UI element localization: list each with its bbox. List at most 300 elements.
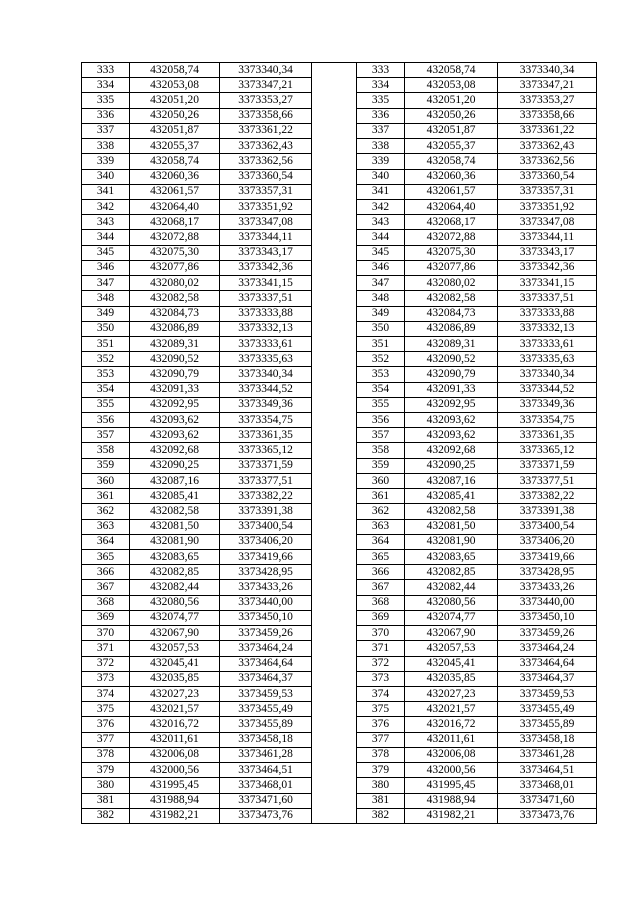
- x-coordinate-cell: 432083,65: [130, 550, 220, 565]
- y-coordinate-cell: 3373335,63: [498, 352, 597, 367]
- x-coordinate-cell: 432084,73: [130, 306, 220, 321]
- y-coordinate-cell: 3373343,17: [220, 245, 312, 260]
- point-number-cell: 349: [357, 306, 405, 321]
- column-gap: [312, 230, 357, 245]
- point-number-cell: 374: [357, 686, 405, 701]
- y-coordinate-cell: 3373357,31: [498, 184, 597, 199]
- table-row: [82, 260, 597, 275]
- y-coordinate-cell: 3373347,21: [220, 78, 312, 93]
- column-gap: [312, 519, 357, 534]
- y-coordinate-cell: 3373344,11: [220, 230, 312, 245]
- point-number-cell: 351: [357, 336, 405, 351]
- point-number-cell: 375: [82, 702, 130, 717]
- column-gap: [312, 763, 357, 778]
- column-gap: [312, 778, 357, 793]
- y-coordinate-cell: 3373332,13: [498, 321, 597, 336]
- column-gap: [312, 154, 357, 169]
- x-coordinate-cell: 432058,74: [405, 154, 498, 169]
- point-number-cell: 379: [82, 763, 130, 778]
- y-coordinate-cell: 3373400,54: [498, 519, 597, 534]
- point-number-cell: 336: [357, 108, 405, 123]
- y-coordinate-cell: 3373349,36: [220, 397, 312, 412]
- point-number-cell: 350: [82, 321, 130, 336]
- column-gap: [312, 276, 357, 291]
- column-gap: [312, 169, 357, 184]
- y-coordinate-cell: 3373455,49: [220, 702, 312, 717]
- point-number-cell: 360: [357, 473, 405, 488]
- x-coordinate-cell: 432092,68: [405, 443, 498, 458]
- column-gap: [312, 139, 357, 154]
- point-number-cell: 354: [357, 382, 405, 397]
- table-row: [82, 367, 597, 382]
- point-number-cell: 377: [357, 732, 405, 747]
- y-coordinate-cell: 3373357,31: [220, 184, 312, 199]
- y-coordinate-cell: 3373362,56: [220, 154, 312, 169]
- y-coordinate-cell: 3373473,76: [220, 808, 312, 823]
- x-coordinate-cell: 432093,62: [130, 413, 220, 428]
- point-number-cell: 356: [357, 413, 405, 428]
- x-coordinate-cell: 432090,25: [405, 458, 498, 473]
- y-coordinate-cell: 3373459,26: [220, 626, 312, 641]
- x-coordinate-cell: 432058,74: [130, 63, 220, 78]
- x-coordinate-cell: 432045,41: [405, 656, 498, 671]
- x-coordinate-cell: 432089,31: [405, 336, 498, 351]
- y-coordinate-cell: 3373450,10: [498, 610, 597, 625]
- point-number-cell: 364: [82, 534, 130, 549]
- table-row: [82, 534, 597, 549]
- point-number-cell: 371: [82, 641, 130, 656]
- point-number-cell: 354: [82, 382, 130, 397]
- point-number-cell: 356: [82, 413, 130, 428]
- x-coordinate-cell: 431988,94: [405, 793, 498, 808]
- column-gap: [312, 184, 357, 199]
- point-number-cell: 381: [357, 793, 405, 808]
- x-coordinate-cell: 432082,58: [405, 504, 498, 519]
- point-number-cell: 343: [357, 215, 405, 230]
- table-row: [82, 108, 597, 123]
- x-coordinate-cell: 432072,88: [405, 230, 498, 245]
- x-coordinate-cell: 432055,37: [405, 139, 498, 154]
- column-gap: [312, 626, 357, 641]
- y-coordinate-cell: 3373468,01: [220, 778, 312, 793]
- column-gap: [312, 199, 357, 214]
- point-number-cell: 381: [82, 793, 130, 808]
- y-coordinate-cell: 3373400,54: [220, 519, 312, 534]
- y-coordinate-cell: 3373458,18: [220, 732, 312, 747]
- point-number-cell: 376: [82, 717, 130, 732]
- y-coordinate-cell: 3373333,88: [498, 306, 597, 321]
- point-number-cell: 337: [82, 123, 130, 138]
- x-coordinate-cell: 432035,85: [405, 671, 498, 686]
- x-coordinate-cell: 431982,21: [405, 808, 498, 823]
- point-number-cell: 343: [82, 215, 130, 230]
- y-coordinate-cell: 3373353,27: [220, 93, 312, 108]
- y-coordinate-cell: 3373464,51: [498, 763, 597, 778]
- table-row: [82, 519, 597, 534]
- y-coordinate-cell: 3373406,20: [498, 534, 597, 549]
- x-coordinate-cell: 432080,56: [405, 595, 498, 610]
- x-coordinate-cell: 432091,33: [130, 382, 220, 397]
- column-gap: [312, 580, 357, 595]
- point-number-cell: 369: [82, 610, 130, 625]
- point-number-cell: 382: [82, 808, 130, 823]
- x-coordinate-cell: 432035,85: [130, 671, 220, 686]
- point-number-cell: 371: [357, 641, 405, 656]
- x-coordinate-cell: 432053,08: [130, 78, 220, 93]
- point-number-cell: 355: [357, 397, 405, 412]
- point-number-cell: 352: [82, 352, 130, 367]
- point-number-cell: 334: [357, 78, 405, 93]
- y-coordinate-cell: 3373382,22: [220, 489, 312, 504]
- point-number-cell: 374: [82, 686, 130, 701]
- y-coordinate-cell: 3373419,66: [498, 550, 597, 565]
- y-coordinate-cell: 3373464,64: [220, 656, 312, 671]
- x-coordinate-cell: 432021,57: [130, 702, 220, 717]
- table-row: [82, 610, 597, 625]
- point-number-cell: 355: [82, 397, 130, 412]
- y-coordinate-cell: 3373468,01: [498, 778, 597, 793]
- x-coordinate-cell: 432053,08: [405, 78, 498, 93]
- column-gap: [312, 732, 357, 747]
- point-number-cell: 360: [82, 473, 130, 488]
- point-number-cell: 338: [82, 139, 130, 154]
- y-coordinate-cell: 3373382,22: [498, 489, 597, 504]
- y-coordinate-cell: 3373365,12: [498, 443, 597, 458]
- column-gap: [312, 443, 357, 458]
- y-coordinate-cell: 3373459,26: [498, 626, 597, 641]
- x-coordinate-cell: 432055,37: [130, 139, 220, 154]
- x-coordinate-cell: 431995,45: [130, 778, 220, 793]
- table-row: [82, 321, 597, 336]
- x-coordinate-cell: 432077,86: [130, 260, 220, 275]
- point-number-cell: 336: [82, 108, 130, 123]
- table-row: [82, 139, 597, 154]
- table-row: [82, 565, 597, 580]
- y-coordinate-cell: 3373351,92: [498, 199, 597, 214]
- y-coordinate-cell: 3373362,43: [220, 139, 312, 154]
- y-coordinate-cell: 3373333,88: [220, 306, 312, 321]
- table-row: [82, 626, 597, 641]
- table-row: [82, 580, 597, 595]
- column-gap: [312, 367, 357, 382]
- column-gap: [312, 78, 357, 93]
- y-coordinate-cell: 3373464,24: [498, 641, 597, 656]
- y-coordinate-cell: 3373440,00: [220, 595, 312, 610]
- point-number-cell: 366: [357, 565, 405, 580]
- x-coordinate-cell: 432068,17: [130, 215, 220, 230]
- table-row: [82, 413, 597, 428]
- y-coordinate-cell: 3373433,26: [498, 580, 597, 595]
- y-coordinate-cell: 3373464,51: [220, 763, 312, 778]
- column-gap: [312, 260, 357, 275]
- column-gap: [312, 397, 357, 412]
- x-coordinate-cell: 432092,95: [130, 397, 220, 412]
- table-row: [82, 428, 597, 443]
- column-gap: [312, 686, 357, 701]
- y-coordinate-cell: 3373455,49: [498, 702, 597, 717]
- y-coordinate-cell: 3373371,59: [498, 458, 597, 473]
- column-gap: [312, 428, 357, 443]
- x-coordinate-cell: 432058,74: [130, 154, 220, 169]
- y-coordinate-cell: 3373362,43: [498, 139, 597, 154]
- column-gap: [312, 245, 357, 260]
- point-number-cell: 373: [82, 671, 130, 686]
- table-row: [82, 671, 597, 686]
- x-coordinate-cell: 432085,41: [405, 489, 498, 504]
- table-row: [82, 169, 597, 184]
- column-gap: [312, 534, 357, 549]
- x-coordinate-cell: 432082,58: [130, 504, 220, 519]
- y-coordinate-cell: 3373343,17: [498, 245, 597, 260]
- point-number-cell: 361: [357, 489, 405, 504]
- y-coordinate-cell: 3373455,89: [220, 717, 312, 732]
- x-coordinate-cell: 432067,90: [130, 626, 220, 641]
- y-coordinate-cell: 3373337,51: [498, 291, 597, 306]
- x-coordinate-cell: 432058,74: [405, 63, 498, 78]
- table-row: [82, 443, 597, 458]
- x-coordinate-cell: 432000,56: [405, 763, 498, 778]
- point-number-cell: 340: [357, 169, 405, 184]
- x-coordinate-cell: 432075,30: [405, 245, 498, 260]
- x-coordinate-cell: 432060,36: [130, 169, 220, 184]
- point-number-cell: 368: [357, 595, 405, 610]
- point-number-cell: 333: [357, 63, 405, 78]
- point-number-cell: 369: [357, 610, 405, 625]
- x-coordinate-cell: 432051,87: [405, 123, 498, 138]
- point-number-cell: 380: [357, 778, 405, 793]
- y-coordinate-cell: 3373461,28: [498, 747, 597, 762]
- table-row: [82, 702, 597, 717]
- x-coordinate-cell: 432090,25: [130, 458, 220, 473]
- y-coordinate-cell: 3373333,61: [220, 336, 312, 351]
- x-coordinate-cell: 432091,33: [405, 382, 498, 397]
- table-row: [82, 93, 597, 108]
- point-number-cell: 335: [357, 93, 405, 108]
- x-coordinate-cell: 432090,52: [130, 352, 220, 367]
- x-coordinate-cell: 432086,89: [130, 321, 220, 336]
- y-coordinate-cell: 3373353,27: [498, 93, 597, 108]
- x-coordinate-cell: 432064,40: [405, 199, 498, 214]
- table-row: [82, 306, 597, 321]
- point-number-cell: 346: [357, 260, 405, 275]
- x-coordinate-cell: 432092,95: [405, 397, 498, 412]
- point-number-cell: 358: [357, 443, 405, 458]
- table-row: [82, 336, 597, 351]
- point-number-cell: 366: [82, 565, 130, 580]
- table-row: [82, 793, 597, 808]
- x-coordinate-cell: 432016,72: [405, 717, 498, 732]
- point-number-cell: 363: [357, 519, 405, 534]
- table-row: [82, 154, 597, 169]
- y-coordinate-cell: 3373360,54: [498, 169, 597, 184]
- x-coordinate-cell: 432072,88: [130, 230, 220, 245]
- point-number-cell: 337: [357, 123, 405, 138]
- y-coordinate-cell: 3373455,89: [498, 717, 597, 732]
- point-number-cell: 334: [82, 78, 130, 93]
- y-coordinate-cell: 3373362,56: [498, 154, 597, 169]
- table-row: [82, 473, 597, 488]
- y-coordinate-cell: 3373464,37: [220, 671, 312, 686]
- x-coordinate-cell: 432089,31: [130, 336, 220, 351]
- point-number-cell: 344: [82, 230, 130, 245]
- column-gap: [312, 656, 357, 671]
- point-number-cell: 340: [82, 169, 130, 184]
- point-number-cell: 362: [357, 504, 405, 519]
- y-coordinate-cell: 3373464,64: [498, 656, 597, 671]
- y-coordinate-cell: 3373471,60: [220, 793, 312, 808]
- y-coordinate-cell: 3373340,34: [220, 367, 312, 382]
- x-coordinate-cell: 432082,44: [130, 580, 220, 595]
- x-coordinate-cell: 432074,77: [405, 610, 498, 625]
- table-row: [82, 778, 597, 793]
- x-coordinate-cell: 432067,90: [405, 626, 498, 641]
- column-gap: [312, 215, 357, 230]
- point-number-cell: 365: [357, 550, 405, 565]
- point-number-cell: 373: [357, 671, 405, 686]
- y-coordinate-cell: 3373347,08: [498, 215, 597, 230]
- column-gap: [312, 458, 357, 473]
- point-number-cell: 352: [357, 352, 405, 367]
- y-coordinate-cell: 3373349,36: [498, 397, 597, 412]
- column-gap: [312, 352, 357, 367]
- y-coordinate-cell: 3373361,22: [498, 123, 597, 138]
- column-gap: [312, 382, 357, 397]
- point-number-cell: 362: [82, 504, 130, 519]
- point-number-cell: 367: [82, 580, 130, 595]
- y-coordinate-cell: 3373371,59: [220, 458, 312, 473]
- table-row: [82, 276, 597, 291]
- table-row: [82, 504, 597, 519]
- table-row: [82, 199, 597, 214]
- y-coordinate-cell: 3373459,53: [220, 686, 312, 701]
- y-coordinate-cell: 3373333,61: [498, 336, 597, 351]
- x-coordinate-cell: 432081,90: [130, 534, 220, 549]
- x-coordinate-cell: 432016,72: [130, 717, 220, 732]
- point-number-cell: 370: [357, 626, 405, 641]
- y-coordinate-cell: 3373358,66: [498, 108, 597, 123]
- column-gap: [312, 747, 357, 762]
- table-row: [82, 215, 597, 230]
- y-coordinate-cell: 3373461,28: [220, 747, 312, 762]
- column-gap: [312, 565, 357, 580]
- y-coordinate-cell: 3373335,63: [220, 352, 312, 367]
- x-coordinate-cell: 432011,61: [405, 732, 498, 747]
- column-gap: [312, 306, 357, 321]
- point-number-cell: 357: [82, 428, 130, 443]
- column-gap: [312, 93, 357, 108]
- y-coordinate-cell: 3373473,76: [498, 808, 597, 823]
- y-coordinate-cell: 3373464,37: [498, 671, 597, 686]
- point-number-cell: 372: [357, 656, 405, 671]
- y-coordinate-cell: 3373337,51: [220, 291, 312, 306]
- y-coordinate-cell: 3373344,11: [498, 230, 597, 245]
- point-number-cell: 351: [82, 336, 130, 351]
- y-coordinate-cell: 3373344,52: [220, 382, 312, 397]
- table-row: [82, 717, 597, 732]
- coordinates-table: [81, 62, 597, 824]
- point-number-cell: 342: [357, 199, 405, 214]
- point-number-cell: 347: [82, 276, 130, 291]
- x-coordinate-cell: 432083,65: [405, 550, 498, 565]
- y-coordinate-cell: 3373361,22: [220, 123, 312, 138]
- table-row: [82, 641, 597, 656]
- column-gap: [312, 504, 357, 519]
- x-coordinate-cell: 432082,44: [405, 580, 498, 595]
- x-coordinate-cell: 432090,79: [130, 367, 220, 382]
- column-gap: [312, 717, 357, 732]
- point-number-cell: 342: [82, 199, 130, 214]
- table-row: [82, 458, 597, 473]
- x-coordinate-cell: 432087,16: [130, 473, 220, 488]
- x-coordinate-cell: 432011,61: [130, 732, 220, 747]
- x-coordinate-cell: 432050,26: [130, 108, 220, 123]
- column-gap: [312, 108, 357, 123]
- table-row: [82, 230, 597, 245]
- point-number-cell: 378: [82, 747, 130, 762]
- point-number-cell: 341: [357, 184, 405, 199]
- y-coordinate-cell: 3373358,66: [220, 108, 312, 123]
- x-coordinate-cell: 432090,52: [405, 352, 498, 367]
- y-coordinate-cell: 3373433,26: [220, 580, 312, 595]
- column-gap: [312, 610, 357, 625]
- table-row: [82, 732, 597, 747]
- x-coordinate-cell: 432087,16: [405, 473, 498, 488]
- y-coordinate-cell: 3373459,53: [498, 686, 597, 701]
- x-coordinate-cell: 432080,56: [130, 595, 220, 610]
- x-coordinate-cell: 432021,57: [405, 702, 498, 717]
- x-coordinate-cell: 432060,36: [405, 169, 498, 184]
- column-gap: [312, 321, 357, 336]
- point-number-cell: 379: [357, 763, 405, 778]
- table-row: [82, 184, 597, 199]
- y-coordinate-cell: 3373428,95: [220, 565, 312, 580]
- point-number-cell: 378: [357, 747, 405, 762]
- x-coordinate-cell: 432000,56: [130, 763, 220, 778]
- y-coordinate-cell: 3373406,20: [220, 534, 312, 549]
- y-coordinate-cell: 3373365,12: [220, 443, 312, 458]
- table-row: [82, 245, 597, 260]
- table-row: [82, 291, 597, 306]
- column-gap: [312, 808, 357, 823]
- coordinates-table-body: [82, 63, 597, 824]
- y-coordinate-cell: 3373344,52: [498, 382, 597, 397]
- column-gap: [312, 291, 357, 306]
- x-coordinate-cell: 432081,90: [405, 534, 498, 549]
- y-coordinate-cell: 3373450,10: [220, 610, 312, 625]
- table-row: [82, 123, 597, 138]
- column-gap: [312, 550, 357, 565]
- table-row: [82, 656, 597, 671]
- table-row: [82, 747, 597, 762]
- point-number-cell: 333: [82, 63, 130, 78]
- point-number-cell: 345: [82, 245, 130, 260]
- y-coordinate-cell: 3373351,92: [220, 199, 312, 214]
- x-coordinate-cell: 432081,50: [405, 519, 498, 534]
- x-coordinate-cell: 432082,85: [405, 565, 498, 580]
- y-coordinate-cell: 3373428,95: [498, 565, 597, 580]
- y-coordinate-cell: 3373340,34: [220, 63, 312, 78]
- y-coordinate-cell: 3373354,75: [498, 413, 597, 428]
- x-coordinate-cell: 432064,40: [130, 199, 220, 214]
- table-row: [82, 352, 597, 367]
- column-gap: [312, 489, 357, 504]
- x-coordinate-cell: 431995,45: [405, 778, 498, 793]
- table-row: [82, 686, 597, 701]
- x-coordinate-cell: 432082,85: [130, 565, 220, 580]
- x-coordinate-cell: 432057,53: [405, 641, 498, 656]
- point-number-cell: 377: [82, 732, 130, 747]
- x-coordinate-cell: 432027,23: [405, 686, 498, 701]
